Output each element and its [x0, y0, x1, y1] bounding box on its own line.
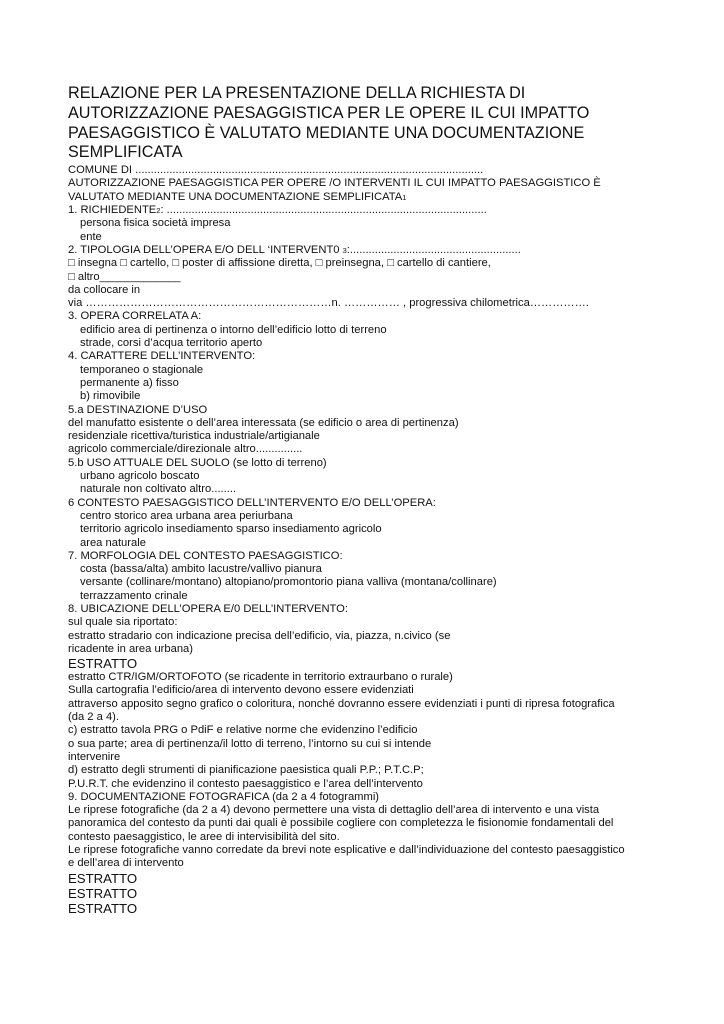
estratto-label: [68, 656, 708, 671]
line-text: terrazzamento crinale: [80, 589, 188, 602]
footnote-ref: 3: [342, 245, 347, 255]
line-text: panoramica del contesto da punti dai quali è possibile cogliere con completezza le fisionomie fondamentali del: [68, 817, 614, 830]
line-text: c) estratto tavola PRG o PdiF e relative norme che evidenzino l’edificio: [68, 724, 418, 737]
line-text: estratto CTR/IGM/ORTOFOTO (se ricadente in territorio extraurbano o rurale): [68, 671, 453, 684]
line-text: (da 2 a 4).: [68, 711, 119, 724]
title-line: RELAZIONE PER LA PRESENTAZIONE DELLA RICHIESTA DI: [68, 84, 526, 102]
line-text: naturale non coltivato altro........: [80, 483, 237, 496]
text-line: [68, 337, 708, 350]
text-line: [68, 204, 708, 217]
line-text: 7. MORFOLOGIA DEL CONTESTO PAESAGGISTICO:: [68, 549, 343, 562]
text-line: [68, 191, 708, 204]
line-text: estratto stradario con indicazione precisa dell’edificio, via, piazza, n.civico (se: [68, 629, 451, 642]
text-line: [68, 483, 708, 496]
text-line: [68, 603, 708, 616]
estratto-label: [68, 871, 708, 886]
line-text: persona fisica società impresa: [80, 217, 231, 230]
line-text: del manufatto esistente o dell’area interessata (se edificio o area di pertinenza): [68, 416, 459, 429]
line-text: ente: [80, 230, 102, 243]
text-line: [68, 550, 708, 563]
line-text: versante (collinare/montano) altopiano/promontorio piana valliva (montana/collinare): [80, 576, 497, 589]
text-line: [68, 390, 708, 403]
line-text: 3. OPERA CORRELATA A:: [68, 310, 202, 323]
text-line: [68, 616, 708, 629]
text-line: [68, 417, 708, 430]
line-text: agricolo commerciale/direzionale altro...............: [68, 443, 303, 456]
text-line: [68, 671, 708, 684]
line-text: 2. TIPOLOGIA DELL’OPERA E/O DELL ‘INTERVENT0: [68, 243, 343, 256]
text-line: [68, 563, 708, 576]
footnote-ref: 1: [402, 192, 407, 202]
line-text: P.U.R.T. che evidenzino il contesto paesaggistico e l’area dell’intervento: [68, 777, 423, 790]
line-text: attraverso apposito segno grafico o coloritura, nonché dovranno essere evidenziati i punti di ripresa fotografica: [68, 697, 615, 710]
line-text: COMUNE DI ................................................................................................................: [68, 164, 484, 177]
text-line: [68, 364, 708, 377]
text-line: [68, 751, 708, 764]
text-line: [68, 257, 708, 270]
line-tail: :.......................................................: [346, 243, 521, 256]
line-text: centro storico area urbana area periurbana: [80, 509, 293, 522]
document-page: [68, 84, 708, 916]
text-line: [68, 791, 708, 804]
line-text: □ altro_____________: [68, 270, 181, 283]
text-line: [68, 831, 708, 844]
line-text: da collocare in: [68, 283, 141, 296]
line-text: ricadente in area urbana): [68, 642, 194, 655]
text-line: [68, 844, 708, 857]
line-text: d) estratto degli strumenti di pianificazione paesistica quali P.P.; P.T.C.P;: [68, 764, 424, 777]
text-line: [68, 724, 708, 737]
line-text: residenziale ricettiva/turistica industriale/artigianale: [68, 430, 320, 443]
text-line: [68, 284, 708, 297]
text-line: [68, 857, 708, 870]
text-line: [68, 684, 708, 697]
line-text: AUTORIZZAZIONE PAESAGGISTICA PER OPERE /O INTERVENTI IL CUI IMPATTO PAESAGGISTICO È: [68, 177, 601, 190]
line-text: 6 CONTESTO PAESAGGISTICO DELL’INTERVENTO E/O DELL’OPERA:: [68, 496, 436, 509]
text-line: [68, 510, 708, 523]
text-line: [68, 457, 708, 470]
line-text: VALUTATO MEDIANTE UNA DOCUMENTAZIONE SEMPLIFICATA: [68, 190, 403, 203]
estratto-label: [68, 901, 708, 916]
document-title: [68, 84, 708, 163]
line-text: costa (bassa/alta) ambito lacustre/vallivo pianura: [80, 563, 322, 576]
title-line: SEMPLIFICATA: [68, 143, 183, 162]
text-line: [68, 764, 708, 777]
line-text: ESTRATTO: [68, 900, 138, 916]
footnote-ref: 2: [156, 206, 161, 216]
line-text: □ insegna □ cartello, □ poster di affissione diretta, □ preinsegna, □ cartello di cantiere,: [68, 257, 491, 270]
text-line: [68, 738, 708, 751]
line-text: o sua parte; area di pertinenza/il lotto di terreno, l’intorno su cui si intende: [68, 737, 432, 750]
text-line: [68, 470, 708, 483]
text-line: [68, 350, 708, 363]
line-text: urbano agricolo boscato: [80, 470, 200, 483]
line-text: 1. RICHIEDENTE: [68, 204, 157, 217]
line-text: Sulla cartografia l’edificio/area di intervento devono essere evidenziati: [68, 684, 414, 697]
line-text: 4. CARATTERE DELL’INTERVENTO:: [68, 350, 256, 363]
text-line: [68, 271, 708, 284]
line-text: 8. UBICAZIONE DELL’OPERA E/0 DELL’INTERVENTO:: [68, 602, 348, 615]
text-line: [68, 711, 708, 724]
line-text: ESTRATTO: [68, 656, 138, 672]
line-text: sul quale sia riportato:: [68, 616, 178, 629]
document-body: [68, 164, 708, 915]
estratto-label: [68, 886, 708, 901]
text-line: [68, 217, 708, 230]
text-line: [68, 324, 708, 337]
text-line: [68, 231, 708, 244]
text-line: [68, 630, 708, 643]
line-text: b) rimovibile: [80, 390, 141, 403]
text-line: [68, 430, 708, 443]
line-text: 5.a DESTINAZIONE D’USO: [68, 403, 208, 416]
line-text: permanente a) fisso: [80, 376, 179, 389]
line-text: area naturale: [80, 536, 146, 549]
text-line: [68, 497, 708, 510]
line-text: e dell’area di intervento: [68, 857, 184, 870]
line-text: temporaneo o stagionale: [80, 363, 204, 376]
line-text: via …………………………………………………………n. …………… , progressiva chilometrica…………….: [68, 297, 589, 310]
text-line: [68, 523, 708, 536]
text-line: [68, 310, 708, 323]
title-line: AUTORIZZAZIONE PAESAGGISTICA PER LE OPERE IL CUI IMPATTO: [68, 103, 590, 122]
text-line: [68, 778, 708, 791]
text-line: [68, 377, 708, 390]
text-line: [68, 804, 708, 817]
line-text: strade, corsi d’acqua territorio aperto: [80, 337, 263, 350]
line-text: Le riprese fotografiche (da 2 a 4) devono permettere una vista di dettaglio dell’area di intervento e una vista: [68, 804, 600, 817]
text-line: [68, 297, 708, 310]
text-line: [68, 643, 708, 656]
title-line: PAESAGGISTICO È VALUTATO MEDIANTE UNA DOCUMENTAZIONE: [68, 123, 585, 142]
text-line: [68, 698, 708, 711]
line-text: intervenire: [68, 750, 121, 763]
line-text: ESTRATTO: [68, 885, 138, 901]
line-text: territorio agricolo insediamento sparso insediamento agricolo: [80, 523, 382, 536]
line-text: Le riprese fotografiche vanno corredate da brevi note esplicative e dall’individuazione del contesto paesaggistico: [68, 844, 625, 857]
line-text: 5.b USO ATTUALE DEL SUOLO (se lotto di terreno): [68, 456, 327, 469]
text-line: [68, 537, 708, 550]
text-line: [68, 244, 708, 257]
text-line: [68, 164, 708, 177]
line-text: ESTRATTO: [68, 870, 138, 886]
line-text: contesto paesaggistico, le aree di intervisibilità del sito.: [68, 830, 340, 843]
line-text: 9. DOCUMENTAZIONE FOTOGRAFICA (da 2 a 4 fotogrammi): [68, 790, 380, 803]
line-tail: : .......................................................................................................: [160, 204, 487, 217]
text-line: [68, 177, 708, 190]
text-line: [68, 404, 708, 417]
text-line: [68, 443, 708, 456]
line-text: edificio area di pertinenza o intorno dell’edificio lotto di terreno: [80, 323, 387, 336]
text-line: [68, 817, 708, 830]
text-line: [68, 590, 708, 603]
text-line: [68, 576, 708, 589]
